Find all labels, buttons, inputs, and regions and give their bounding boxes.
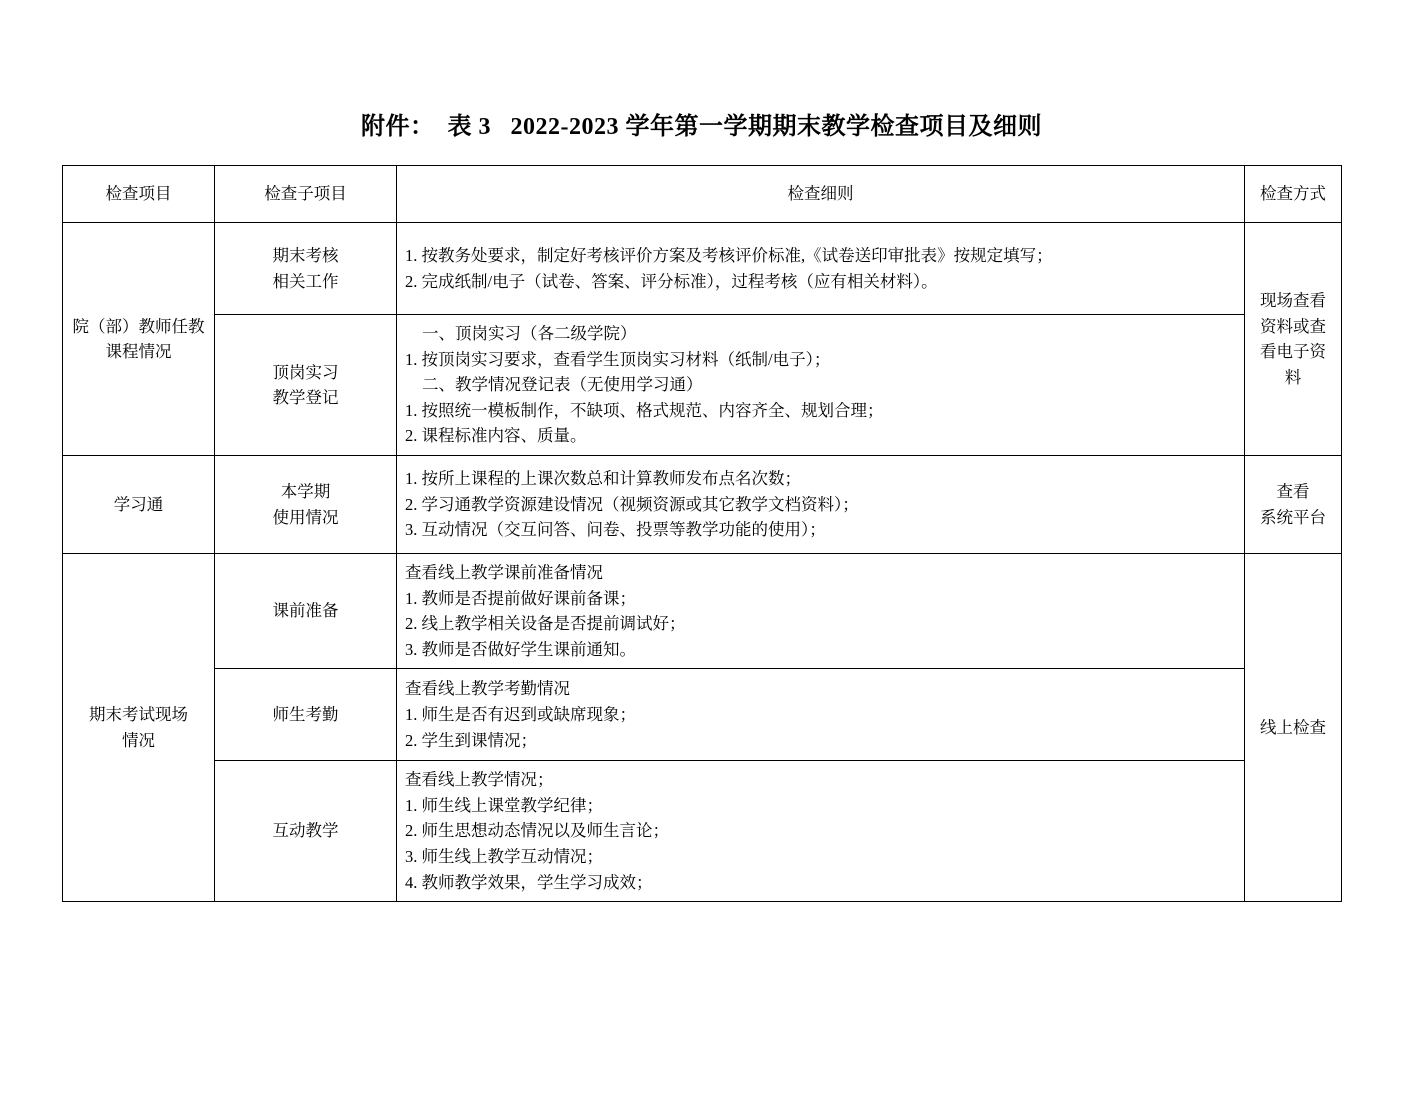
detail-line: 2. 学习通教学资源建设情况（视频资源或其它教学文档资料）；	[405, 494, 859, 514]
group-item-line: 课程情况	[105, 342, 172, 362]
detail-cell	[397, 554, 1245, 669]
detail-line: 1. 按所上课程的上课次数总和计算教师发布点名次数；	[405, 469, 801, 489]
detail-line: 查看线上教学情况；	[405, 770, 554, 790]
detail-line: 2. 线上教学相关设备是否提前调试好；	[405, 614, 686, 634]
detail-line: 一、顶岗实习（各二级学院）	[422, 324, 637, 344]
method-line: 系统平台	[1260, 507, 1326, 527]
group-item-cell	[63, 223, 215, 456]
table-row	[63, 669, 1342, 761]
detail-line: 3. 师生线上教学互动情况；	[405, 846, 603, 866]
method-line: 资料或查	[1260, 316, 1326, 336]
table-row	[63, 315, 1342, 456]
detail-line: 3. 互动情况（交互问答、问卷、投票等教学功能的使用）；	[405, 520, 826, 540]
group-item-cell	[63, 456, 215, 554]
subitem-line: 师生考勤	[272, 704, 339, 724]
table-row	[63, 761, 1342, 902]
method-line: 查看	[1276, 481, 1310, 501]
table-row	[63, 554, 1342, 669]
subitem-line: 使用情况	[272, 507, 339, 527]
group-item-cell	[63, 554, 215, 902]
subitem-cell	[215, 554, 397, 669]
subitem-line: 相关工作	[272, 271, 339, 291]
detail-line: 2. 师生思想动态情况以及师生言论；	[405, 821, 669, 841]
detail-cell	[397, 669, 1245, 761]
inspection-table	[62, 165, 1342, 902]
subitem-line: 互动教学	[272, 821, 339, 841]
page-title: 附件： 表 3 2022-2023 学年第一学期期末教学检查项目及细则	[361, 114, 1042, 140]
subitem-line: 本学期	[280, 481, 331, 501]
group-item-line: 学习通	[113, 494, 164, 514]
method-line: 现场查看	[1260, 290, 1326, 310]
subitem-line: 课前准备	[272, 601, 339, 621]
detail-line: 查看线上教学考勤情况	[405, 679, 570, 699]
detail-line: 1. 按教务处要求，制定好考核评价方案及考核评价标准,《试卷送印审批表》按规定填写；	[405, 246, 1053, 266]
subitem-line: 顶岗实习	[272, 362, 339, 382]
group-method-cell	[1245, 456, 1342, 554]
method-line: 看电子资	[1260, 342, 1326, 362]
detail-line: 3. 教师是否做好学生课前通知。	[405, 639, 636, 659]
subitem-cell	[215, 315, 397, 456]
subitem-line: 期末考核	[272, 246, 339, 266]
document-page	[0, 112, 1403, 1104]
group-item-line: 情况	[122, 730, 155, 750]
detail-cell	[397, 761, 1245, 902]
detail-line: 1. 按顶岗实习要求，查看学生顶岗实习材料（纸制/电子）；	[405, 349, 831, 369]
detail-line: 2. 完成纸制/电子（试卷、答案、评分标准），过程考核（应有相关材料）。	[405, 271, 938, 291]
table-header-row	[63, 166, 1342, 223]
subitem-cell	[215, 761, 397, 902]
header-check-item: 检查项目	[63, 166, 215, 223]
table-body	[63, 223, 1342, 902]
group-item-line: 院（部）教师任教	[72, 316, 205, 336]
subitem-cell	[215, 669, 397, 761]
detail-line: 1. 师生是否有迟到或缺席现象；	[405, 704, 636, 724]
table-row	[63, 223, 1342, 315]
detail-cell	[397, 315, 1245, 456]
subitem-cell	[215, 456, 397, 554]
detail-line: 1. 教师是否提前做好课前备课；	[405, 588, 636, 608]
subitem-cell	[215, 223, 397, 315]
detail-line: 1. 按照统一模板制作，不缺项、格式规范、内容齐全、规划合理；	[405, 400, 884, 420]
subitem-line: 教学登记	[272, 388, 339, 408]
group-item-line: 期末考试现场	[89, 704, 188, 724]
detail-line: 2. 学生到课情况；	[405, 730, 537, 750]
detail-cell	[397, 456, 1245, 554]
detail-line: 4. 教师教学效果，学生学习成效；	[405, 872, 653, 892]
detail-line: 1. 师生线上课堂教学纪律；	[405, 795, 603, 815]
header-check-detail: 检查细则	[397, 166, 1245, 223]
table-header	[63, 166, 1342, 223]
method-line: 线上检查	[1260, 717, 1326, 737]
table-row	[63, 456, 1342, 554]
detail-line: 查看线上教学课前准备情况	[405, 563, 603, 582]
detail-cell	[397, 223, 1245, 315]
detail-line: 二、教学情况登记表（无使用学习通）	[422, 375, 703, 395]
header-check-method: 检查方式	[1245, 166, 1342, 223]
method-line: 料	[1284, 367, 1302, 387]
header-check-subitem: 检查子项目	[215, 166, 397, 223]
group-method-cell	[1245, 223, 1342, 456]
detail-line: 2. 课程标准内容、质量。	[405, 426, 587, 446]
group-method-cell	[1245, 554, 1342, 902]
